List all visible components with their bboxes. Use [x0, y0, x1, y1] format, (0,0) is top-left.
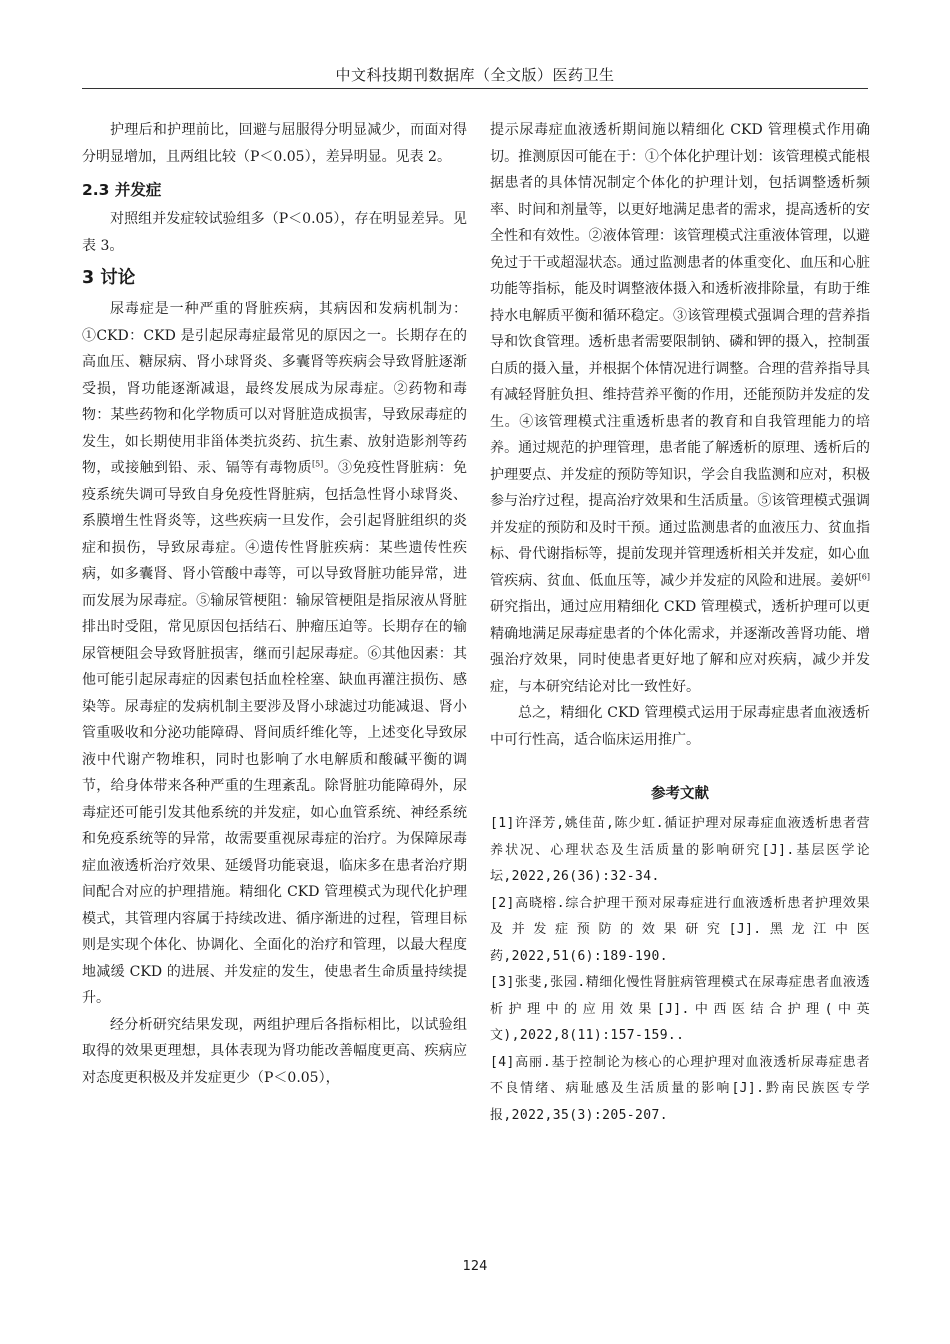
- section-2-3-heading: 2.3 并发症: [82, 181, 162, 199]
- discussion-paragraph-2: 经分析研究结果发现，两组护理后各指标相比，以试验组取得的效果更理想，具体表现为肾功能改善幅度更高、疾病应对态度更积极及并发症更少（P＜0.05），: [82, 1016, 467, 1086]
- discussion-text-a: 尿毒症是一种严重的肾脏疾病，其病因和发病机制为：①CKD：CKD 是引起尿毒症最常见的原因之一。长期存在的高血压、糖尿病、肾小球肾炎、多囊肾等疾病会导致肾脏逐渐受损，肾功能逐渐减退，最终发展成为尿毒症。②药物和毒物：某些药物和化学物质可以对肾脏造成损害，导致尿毒症的发生，如长期使用非甾体类抗炎药、抗生素、放射造影剂等药物，或接触到铅、汞、镉等有毒物质: [82, 301, 467, 476]
- citation-5: [5]: [311, 459, 324, 469]
- page-number: 124: [462, 1259, 488, 1274]
- references-heading: 参考文献: [651, 786, 709, 802]
- right-column: [490, 117, 870, 1129]
- discussion-paragraph-1: [82, 296, 467, 1012]
- reference-item: [1]许泽芳,姚佳苗,陈少虹.循证护理对尿毒症血液透析患者营养状况、心理状态及生活质量的影响研究[J].基层医学论坛,2022,26(36):32-34.: [490, 816, 870, 884]
- citation-6: [6]: [858, 571, 870, 581]
- discussion-text-b: 。③免疫性肾脏病：免疫系统失调可导致自身免疫性肾脏病，包括急性肾小球肾炎、系膜增生性肾炎等，这些疾病一旦发作，会引起肾脏组织的炎症和损伤，导致尿毒症。④遗传性肾脏疾病：某些遗传性疾病，如多囊肾、肾小管酸中毒等，可以导致肾脏功能异常，进而发展为尿毒症。⑤输尿管梗阻：输尿管梗阻是指尿液从肾脏排出时受阻，常见原因包括结石、肿瘤压迫等。长期存在的输尿管梗阻会导致肾脏损害，继而引起尿毒症。⑥其他因素：其他可能引起尿毒症的因素包括血栓栓塞、缺血再灌注损伤、感染等。尿毒症的发病机制主要涉及肾小球滤过功能减退、肾小管重吸收和分泌功能障碍、肾间质纤维化等，上述变化导致尿液中代谢产物堆积，同时也影响了水电解质和酸碱平衡的调节，给身体带来各种严重的生理紊乱。除肾脏功能障碍外，尿毒症还可能引发其他系统的并发症，如心血管系统、神经系统和免疫系统等的异常，故需要重视尿毒症的治疗。为保障尿毒症血液透析治疗效果、延缓肾功能衰退，临床多在患者治疗期间配合对应的护理措施。精细化 CKD 管理模式为现代化护理模式，其管理内容属于持续改进、循序渐进的过程，管理目标则是实现个体化、协调化、全面化的治疗和管理，以最大程度地减缓 CKD 的进展、并发症的发生，使患者生命质量持续提升。: [82, 460, 468, 1006]
- conclusion-paragraph: 总之，精细化 CKD 管理模式运用于尿毒症患者血液透析中可行性高，适合临床运用推广。: [490, 705, 870, 748]
- reference-item: [4]高丽.基于控制论为核心的心理护理对血液透析尿毒症患者不良情绪、病耻感及生活质量的影响[J].黔南民族医专学报,2022,35(3):205-207.: [490, 1054, 870, 1123]
- journal-header: 中文科技期刊数据库（全文版）医药卫生: [335, 66, 615, 84]
- discussion-paragraph-3: [490, 117, 870, 700]
- left-column: [82, 117, 467, 1091]
- discussion-text-d: 研究指出，通过应用精细化 CKD 管理模式，透析护理可以更精确地满足尿毒症患者的个体化需求，并逐渐改善肾功能、增强治疗效果，同时使患者更好地了解和应对疾病，减少并发症，与本研究结论对比一致性好。: [490, 599, 870, 695]
- header-rule: [82, 88, 868, 89]
- results-continuation: 护理后和护理前比，回避与屈服得分明显减少，而面对得分明显增加，且两组比较（P＜0.05），差异明显。见表 2。: [82, 122, 467, 165]
- reference-item: [3]张斐,张园.精细化慢性肾脏病管理模式在尿毒症患者血液透析护理中的应用效果[J].中西医结合护理(中英文),2022,8(11):157-159..: [490, 975, 870, 1043]
- reference-item: [2]高晓榕.综合护理干预对尿毒症进行血液透析患者护理效果及并发症预防的效果研究[J].黑龙江中医药,2022,51(6):189-190.: [490, 895, 870, 964]
- section-2-3-body: 对照组并发症较试验组多（P＜0.05），存在明显差异。见表 3。: [82, 211, 467, 254]
- section-3-heading: 3 讨论: [82, 268, 136, 288]
- discussion-text-c: 提示尿毒症血液透析期间施以精细化 CKD 管理模式作用确切。推测原因可能在于：①个体化护理计划：该管理模式能根据患者的具体情况制定个体化的护理计划，包括调整透析频率、时间和剂量等，以更好地满足患者的需求，提高透析的安全性和有效性。②液体管理：该管理模式注重液体管理，以避免过于干或超湿状态。通过监测患者的体重变化、血压和心脏功能等指标，能及时调整液体摄入和透析液排除量，有助于维持水电解质平衡和循环稳定。③该管理模式强调合理的营养指导和饮食管理。透析患者需要限制钠、磷和钾的摄入，控制蛋白质的摄入量，并根据个体情况进行调整。合理的营养指导具有减轻肾脏负担、维持营养平衡的作用，还能预防并发症的发生。④该管理模式注重透析患者的教育和自我管理能力的培养。通过规范的护理管理，患者能了解透析的原理、透析后的护理要点、并发症的预防等知识，学会自我监测和应对，积极参与治疗过程，提高治疗效果和生活质量。⑤该管理模式强调并发症的预防和及时干预。通过监测患者的血液压力、贫血指标、骨代谢指标等，提前发现并管理透析相关并发症，如心血管疾病、贫血、低血压等，减少并发症的风险和进展。姜妍: [490, 122, 870, 589]
